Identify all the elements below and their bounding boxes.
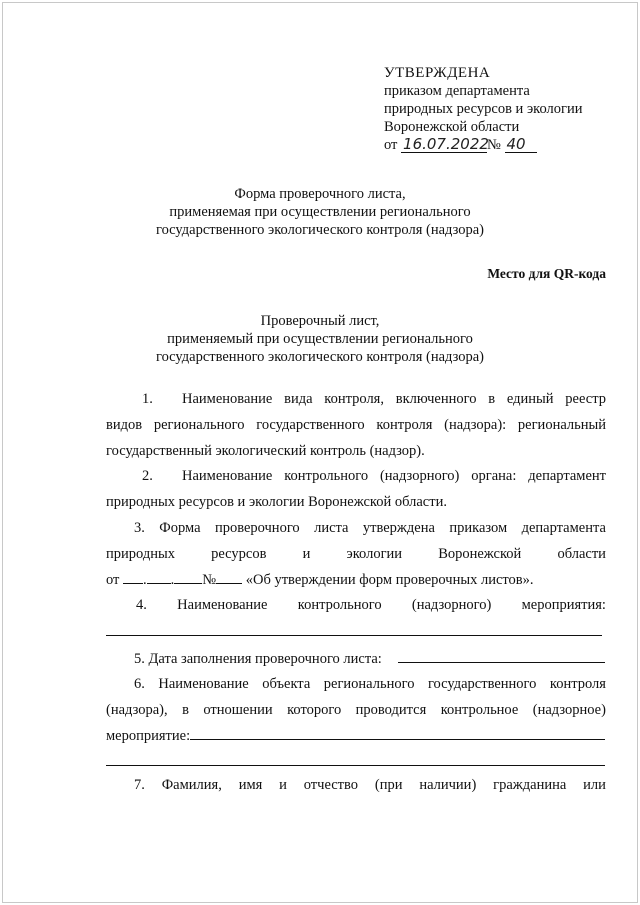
word: области [557, 546, 606, 562]
item-1-line-3: государственный экологический контроль (надзор). [106, 443, 425, 459]
word: 3. [134, 520, 145, 536]
approval-stamp-block [384, 64, 582, 154]
word: которого [287, 702, 342, 718]
word: в [488, 391, 496, 407]
word: государственного [256, 417, 365, 433]
item-1-line-1 [182, 386, 606, 412]
word: гражданина [493, 777, 567, 793]
word: экологии [346, 546, 403, 562]
word: (надзорное) [532, 702, 606, 718]
word: (надзора): [444, 417, 507, 433]
qr-code-placeholder: Место для QR-кода [487, 266, 606, 281]
sheet-heading-line-2: применяемый при осуществлении регионального [167, 331, 473, 347]
word: (надзора), [106, 702, 168, 718]
form-heading [0, 185, 640, 239]
approval-title: УТВЕРЖДЕНА [384, 65, 491, 81]
item-2-line-2: природных ресурсов и экологии Воронежской области. [106, 494, 447, 510]
word: отчество [303, 777, 359, 793]
word: Воронежской [438, 546, 522, 562]
item-3-line-1 [106, 515, 606, 541]
approval-number-handwritten: 40 [505, 137, 537, 153]
sheet-heading-line-3: государственного экологического контроля (надзора) [155, 349, 485, 365]
word: листа [314, 520, 349, 536]
item-4 [106, 592, 606, 618]
word: единый [506, 391, 554, 407]
word: регионального [153, 417, 245, 433]
form-heading-line-2: применяемая при осуществлении регионального [169, 204, 471, 220]
word: контроля [376, 417, 433, 433]
word: 7. [134, 777, 145, 793]
item-4-line-1 [106, 592, 606, 618]
word: контрольное [440, 702, 519, 718]
item-7-line-1 [106, 772, 606, 798]
item-5 [106, 646, 606, 672]
word: департамент [528, 468, 606, 484]
word: 6. [134, 676, 145, 692]
word: департамента [521, 520, 606, 536]
word: реестр [565, 391, 606, 407]
item-1-number: 1. [142, 391, 153, 407]
word: Наименование [158, 676, 249, 692]
order-day-blank[interactable] [123, 569, 143, 584]
item-6-fill-line-2[interactable] [106, 765, 605, 766]
word: проверочного [214, 520, 300, 536]
order-month-blank[interactable] [147, 569, 171, 584]
sheet-heading-line-1: Проверочный лист, [260, 313, 380, 329]
word: органа: [471, 468, 517, 484]
item-6 [106, 671, 606, 749]
approval-date-prefix: от [384, 137, 398, 153]
word: (надзорного) [411, 597, 492, 613]
word: и [279, 777, 287, 793]
word: регионального [323, 676, 415, 692]
word: утверждена [362, 520, 435, 536]
item-2 [106, 463, 606, 515]
word: государственного [427, 676, 537, 692]
word: контроля [549, 676, 606, 692]
item-2-number: 2. [142, 468, 153, 484]
word: 4. [136, 597, 147, 613]
word: имя [238, 777, 263, 793]
item-7 [106, 772, 606, 798]
word: наличии) [419, 777, 477, 793]
word: видов [106, 417, 143, 433]
form-heading-line-1: Форма проверочного листа, [234, 186, 406, 202]
word: объекта [262, 676, 311, 692]
word: Наименование [182, 391, 273, 407]
item-5-fill-line[interactable] [398, 662, 605, 663]
sheet-heading [0, 312, 640, 366]
word: или [583, 777, 606, 793]
order-number-blank[interactable] [216, 569, 242, 584]
date-separator: . [170, 572, 175, 588]
word: приказом [449, 520, 508, 536]
form-heading-line-3: государственного экологического контроля (надзора) [155, 222, 485, 238]
word: мероприятия: [521, 597, 606, 613]
word: контрольного [297, 597, 382, 613]
item-6-fill-line-1[interactable] [190, 739, 605, 740]
word: региональный [517, 417, 606, 433]
word: контроля, [324, 391, 384, 407]
word: Наименование [182, 468, 273, 484]
item-5-label: 5. Дата заполнения проверочного листа: [134, 651, 382, 667]
word: природных [106, 546, 175, 562]
word: вида [284, 391, 313, 407]
item-1 [106, 386, 606, 464]
word: Фамилия, [161, 777, 222, 793]
item-3 [106, 515, 606, 593]
word: проводится [355, 702, 427, 718]
word: включенного [395, 391, 477, 407]
approval-line-2: природных ресурсов и экологии [384, 101, 583, 117]
word: и [302, 546, 311, 562]
approval-date-handwritten: 16.07.2022 [403, 135, 489, 153]
order-year-blank[interactable] [174, 569, 202, 584]
item-2-line-1 [182, 463, 606, 489]
word: контрольного [284, 468, 369, 484]
order-number-label: № [202, 572, 217, 588]
date-separator: . [143, 572, 147, 588]
word: (при [374, 777, 403, 793]
item-6-line-3: мероприятие: [106, 728, 191, 744]
item-3-line-2 [106, 541, 606, 567]
approval-number-label: № [487, 137, 501, 153]
approval-date-row [384, 136, 582, 154]
approval-line-1: приказом департамента [384, 83, 530, 99]
word: ресурсов [211, 546, 267, 562]
item-1-line-2 [106, 412, 606, 438]
item-4-fill-line[interactable] [106, 635, 602, 636]
item-3-line-3 [106, 567, 606, 593]
item-6-line-1 [106, 671, 606, 697]
word: в [182, 702, 189, 718]
item-6-line-2 [106, 697, 606, 723]
order-title: «Об утверждении форм проверочных листов». [245, 572, 534, 588]
word: Форма [159, 520, 201, 536]
order-date-prefix: от [106, 572, 120, 588]
word: (надзорного) [379, 468, 460, 484]
word: отношении [203, 702, 273, 718]
word: Наименование [177, 597, 268, 613]
approval-line-3: Воронежской области [384, 119, 520, 135]
